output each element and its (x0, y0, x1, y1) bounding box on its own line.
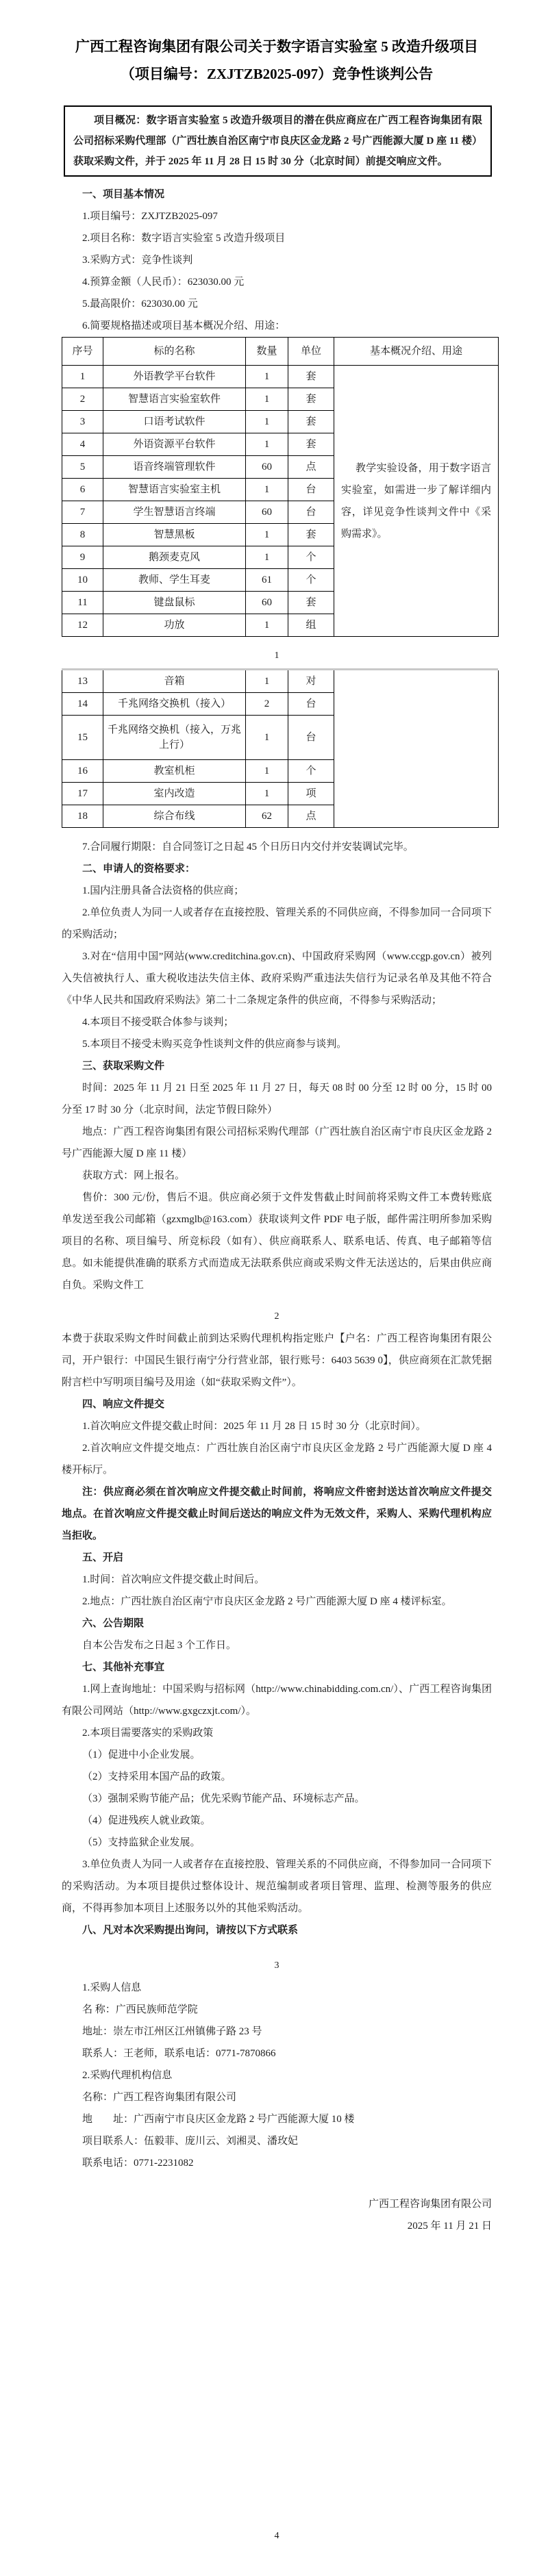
signature-date: 2025 年 11 月 21 日 (407, 2221, 492, 2232)
budget-amount: 4.预算金额（人民币）：623030.00 元 (82, 277, 245, 288)
row-name-cell: 室内改造 (103, 783, 246, 805)
row-name-cell: 功放 (103, 614, 246, 637)
opening-time: 1.时间：首次响应文件提交截止时间后。 (82, 1574, 265, 1585)
row-qty-cell: 1 (246, 760, 288, 783)
row-unit-cell: 套 (288, 524, 334, 546)
table-row (62, 366, 499, 388)
row-qty-cell: 1 (246, 411, 288, 433)
document-obtain-place: 地点：广西工程咨询集团有限公司招标采购代理部（广西壮族自治区南宁市良庆区金龙路 2 号广西能源大厦 D 座 11 楼） (62, 1126, 492, 1159)
row-unit-cell: 个 (288, 760, 334, 783)
contract-term: 7.合同履行期限：自合同签订之日起 45 个日历日内交付并安装调试完毕。 (82, 842, 414, 853)
row-name-cell: 音箱 (103, 670, 246, 693)
row-name-cell: 键盘鼠标 (103, 592, 246, 614)
row-name-cell: 智慧黑板 (103, 524, 246, 546)
row-unit-cell: 套 (288, 366, 334, 388)
row-no-cell: 15 (62, 716, 103, 760)
goods-table-page2 (62, 670, 499, 828)
row-no-cell: 9 (62, 546, 103, 569)
row-name-cell: 鹅颈麦克风 (103, 546, 246, 569)
buyer-info-title: 1.采购人信息 (82, 1982, 142, 1993)
supplement-item: （3）强制采购节能产品；优先采购节能产品、环境标志产品。 (82, 1793, 365, 1804)
signature-block (62, 2193, 492, 2237)
row-unit-cell: 点 (288, 805, 334, 828)
row-unit-cell: 组 (288, 614, 334, 637)
row-qty-cell: 1 (246, 783, 288, 805)
row-qty-cell: 1 (246, 479, 288, 501)
row-no-cell: 17 (62, 783, 103, 805)
row-no-cell: 4 (62, 433, 103, 456)
row-no-cell: 6 (62, 479, 103, 501)
row-qty-cell: 60 (246, 592, 288, 614)
usage-note-text: 教学实验设备，用于数字语言实验室，如需进一步了解详细内容，详见竞争性谈判文件中《采购需求》。 (341, 462, 491, 540)
row-qty-cell: 1 (246, 716, 288, 760)
page-number-1: 1 (274, 651, 279, 661)
row-no-cell: 18 (62, 805, 103, 828)
buyer-name: 名 称：广西民族师范学院 (82, 2004, 198, 2015)
row-name-cell: 综合布线 (103, 805, 246, 828)
section-3-heading: 三、获取采购文件 (82, 1061, 165, 1072)
signature-company: 广西工程咨询集团有限公司 (368, 2199, 492, 2210)
section-5-heading: 五、开启 (82, 1552, 124, 1563)
section-7-heading: 七、其他补充事宜 (82, 1662, 165, 1673)
submission-deadline: 1.首次响应文件提交截止时间：2025 年 11 月 28 日 15 时 30 分（北京时间）。 (82, 1421, 426, 1432)
supplement-item: 1.网上查询地址：中国采购与招标网（http://www.chinabidding.com.cn/）、广西工程咨询集团有限公司网站（http://www.gxgczxjt.com/）。 (62, 1684, 492, 1717)
row-name-cell: 智慧语言实验室主机 (103, 479, 246, 501)
row-unit-cell: 套 (288, 592, 334, 614)
supplement-item: 3.单位负责人为同一人或者存在直接控股、管理关系的不同供应商，不得参加同一合同项下的采购活动。为本项目提供过整体设计、规范编制或者项目管理、监理、检测等服务的供应商，不得再参加本项目上述服务以外的其他采购活动。 (62, 1859, 492, 1914)
section-1-heading: 一、项目基本情况 (82, 189, 165, 200)
table-header-row (62, 338, 499, 366)
procurement-method: 3.采购方式：竞争性谈判 (82, 255, 193, 266)
row-name-cell: 外语教学平台软件 (103, 366, 246, 388)
document-title (62, 33, 492, 88)
row-unit-cell: 台 (288, 716, 334, 760)
submission-place: 2.首次响应文件提交地点：广西壮族自治区南宁市良庆区金龙路 2 号广西能源大厦 D 座 4 楼开标厅。 (62, 1443, 492, 1476)
col-header-no: 序号 (62, 338, 103, 366)
agency-phone: 联系电话：0771-2231082 (82, 2158, 194, 2169)
row-qty-cell: 2 (246, 693, 288, 716)
row-no-cell: 10 (62, 569, 103, 592)
price-ceiling: 5.最高限价：623030.00 元 (82, 299, 198, 310)
row-no-cell: 16 (62, 760, 103, 783)
row-no-cell: 1 (62, 366, 103, 388)
row-name-cell: 千兆网络交换机（接入） (103, 693, 246, 716)
row-unit-cell: 点 (288, 456, 334, 479)
section-2-heading: 二、申请人的资格要求： (82, 863, 196, 874)
row-unit-cell: 项 (288, 783, 334, 805)
project-overview-box (64, 105, 492, 177)
agency-contacts: 项目联系人：伍毅菲、庞川云、刘湘灵、潘玫妃 (82, 2136, 299, 2147)
opening-place: 2.地点：广西壮族自治区南宁市良庆区金龙路 2 号广西能源大厦 D 座 4 楼评标室。 (82, 1596, 452, 1607)
section-4-heading: 四、响应文件提交 (82, 1399, 165, 1410)
document-price-paragraph: 售价：300 元/份，售后不退。供应商必须于文件发售截止时间前将采购文件工本费转账底单发送至我公司邮箱（gzxmglb@163.com）获取谈判文件 PDF 电子版，邮件需注明所参加采购项目的名称、项目编号、所竞标段（如有）、供应商联系人、联系电话、传真、电子邮箱等信息。如未能提供准确的联系方式而造成无法联系供应商或采购文件无法送达的，后果由供应商自负。采购文件工 (62, 1192, 492, 1291)
row-no-cell: 3 (62, 411, 103, 433)
row-unit-cell: 套 (288, 388, 334, 411)
qualification-item: 2.单位负责人为同一人或者存在直接控股、管理关系的不同供应商，不得参加同一合同项下的采购活动； (62, 907, 492, 940)
row-unit-cell: 台 (288, 693, 334, 716)
row-unit-cell: 台 (288, 479, 334, 501)
row-name-cell: 智慧语言实验室软件 (103, 388, 246, 411)
usage-note-cell (334, 366, 499, 637)
usage-note-empty-cell (334, 670, 499, 828)
document-obtain-time: 时间：2025 年 11 月 21 日至 2025 年 11 月 27 日，每天 08 时 00 分至 12 时 00 分，15 时 00 分至 17 时 30 分（北京时间，法定节假日除外） (62, 1083, 492, 1115)
announcement-period: 自本公告发布之日起 3 个工作日。 (82, 1640, 237, 1651)
row-qty-cell: 1 (246, 546, 288, 569)
row-name-cell: 口语考试软件 (103, 411, 246, 433)
col-header-name: 标的名称 (103, 338, 246, 366)
document-price-paragraph-continued: 本费于获取采购文件时间截止前到达采购代理机构指定账户【户名：广西工程咨询集团有限公司，开户银行：中国民生银行南宁分行营业部，银行账号：6403 5639 0】，供应商须在汇款凭据附言栏中写明项目编号及用途（如“获取采购文件”）。 (62, 1333, 492, 1388)
row-name-cell: 千兆网络交换机（接入，万兆上行） (103, 716, 246, 760)
buyer-contact: 联系人：王老师，联系电话：0771-7870866 (82, 2048, 276, 2059)
submission-note: 注：供应商必须在首次响应文件提交截止时间前，将响应文件密封送达首次响应文件提交地点。在首次响应文件提交截止时间后送达的响应文件为无效文件，采购人、采购代理机构应当拒收。 (62, 1487, 492, 1541)
title-line-2: （项目编号：ZXJTZB2025-097）竞争性谈判公告 (120, 66, 434, 82)
row-unit-cell: 对 (288, 670, 334, 693)
agency-name: 名称：广西工程咨询集团有限公司 (82, 2092, 237, 2103)
row-qty-cell: 62 (246, 805, 288, 828)
row-no-cell: 12 (62, 614, 103, 637)
row-no-cell: 5 (62, 456, 103, 479)
row-unit-cell: 套 (288, 433, 334, 456)
supplement-item: （2）支持采用本国产品的政策。 (82, 1771, 232, 1782)
agency-address: 地 址：广西南宁市良庆区金龙路 2 号广西能源大厦 10 楼 (82, 2114, 355, 2125)
supplement-item: 2.本项目需要落实的采购政策 (82, 1728, 214, 1739)
row-no-cell: 2 (62, 388, 103, 411)
col-header-unit: 单位 (288, 338, 334, 366)
section-6-heading: 六、公告期限 (82, 1618, 145, 1629)
supplement-item: （5）支持监狱企业发展。 (82, 1837, 201, 1848)
agency-info-title: 2.采购代理机构信息 (82, 2070, 173, 2081)
row-qty-cell: 60 (246, 501, 288, 524)
qualification-item: 3.对在“信用中国”网站(www.creditchina.gov.cn)、中国政府采购网（www.ccgp.gov.cn）被列入失信被执行人、重大税收违法失信主体、政府采购严重违法失信行为记录名单及其他不符合《中华人民共和国政府采购法》第二十二条规定条件的供应商，不得参与采购活动； (62, 951, 492, 1006)
project-number: 1.项目编号：ZXJTZB2025-097 (82, 211, 218, 222)
row-name-cell: 语音终端管理软件 (103, 456, 246, 479)
row-no-cell: 14 (62, 693, 103, 716)
project-name: 2.项目名称：数字语言实验室 5 改造升级项目 (82, 233, 286, 244)
section-8-heading: 八、凡对本次采购提出询问，请按以下方式联系 (82, 1925, 299, 1936)
row-unit-cell: 个 (288, 569, 334, 592)
row-no-cell: 8 (62, 524, 103, 546)
page-number-3: 3 (274, 1960, 279, 1971)
row-name-cell: 教师、学生耳麦 (103, 569, 246, 592)
row-no-cell: 13 (62, 670, 103, 693)
table-row (62, 670, 499, 693)
title-line-1: 广西工程咨询集团有限公司关于数字语言实验室 5 改造升级项目 (75, 38, 478, 55)
spec-intro-label: 6.简要规格描述或项目基本概况介绍、用途： (82, 320, 286, 331)
row-unit-cell: 台 (288, 501, 334, 524)
buyer-address: 地址：崇左市江州区江州镇佛子路 23 号 (82, 2026, 262, 2037)
row-qty-cell: 1 (246, 388, 288, 411)
document-obtain-method: 获取方式：网上报名。 (82, 1170, 186, 1181)
page-number-2: 2 (274, 1311, 279, 1322)
row-qty-cell: 1 (246, 614, 288, 637)
goods-table-page1 (62, 337, 499, 637)
project-overview-text: 项目概况：数字语言实验室 5 改造升级项目的潜在供应商应在广西工程咨询集团有限公司招标采购代理部（广西壮族自治区南宁市良庆区金龙路 2 号广西能源大厦 D 座 11 楼）获取采购文件，并于 2025 年 11 月 28 日 15 时 30 分（北京时间）前提交响应文件。 (73, 115, 482, 167)
row-name-cell: 外语资源平台软件 (103, 433, 246, 456)
row-no-cell: 11 (62, 592, 103, 614)
supplement-item: （1）促进中小企业发展。 (82, 1750, 201, 1760)
row-name-cell: 学生智慧语言终端 (103, 501, 246, 524)
qualification-item: 4.本项目不接受联合体参与谈判； (82, 1017, 234, 1028)
page-number-4: 4 (274, 2531, 279, 2541)
col-header-qty: 数量 (246, 338, 288, 366)
row-unit-cell: 个 (288, 546, 334, 569)
qualification-item: 1.国内注册具备合法资格的供应商； (82, 885, 245, 896)
row-unit-cell: 套 (288, 411, 334, 433)
row-qty-cell: 1 (246, 524, 288, 546)
col-header-usage: 基本概况介绍、用途 (334, 338, 499, 366)
qualification-item: 5.本项目不接受未购买竞争性谈判文件的供应商参与谈判。 (82, 1039, 347, 1050)
row-qty-cell: 1 (246, 670, 288, 693)
row-name-cell: 教室机柜 (103, 760, 246, 783)
row-qty-cell: 60 (246, 456, 288, 479)
row-qty-cell: 1 (246, 366, 288, 388)
row-qty-cell: 1 (246, 433, 288, 456)
row-no-cell: 7 (62, 501, 103, 524)
supplement-item: （4）促进残疾人就业政策。 (82, 1815, 211, 1826)
row-qty-cell: 61 (246, 569, 288, 592)
